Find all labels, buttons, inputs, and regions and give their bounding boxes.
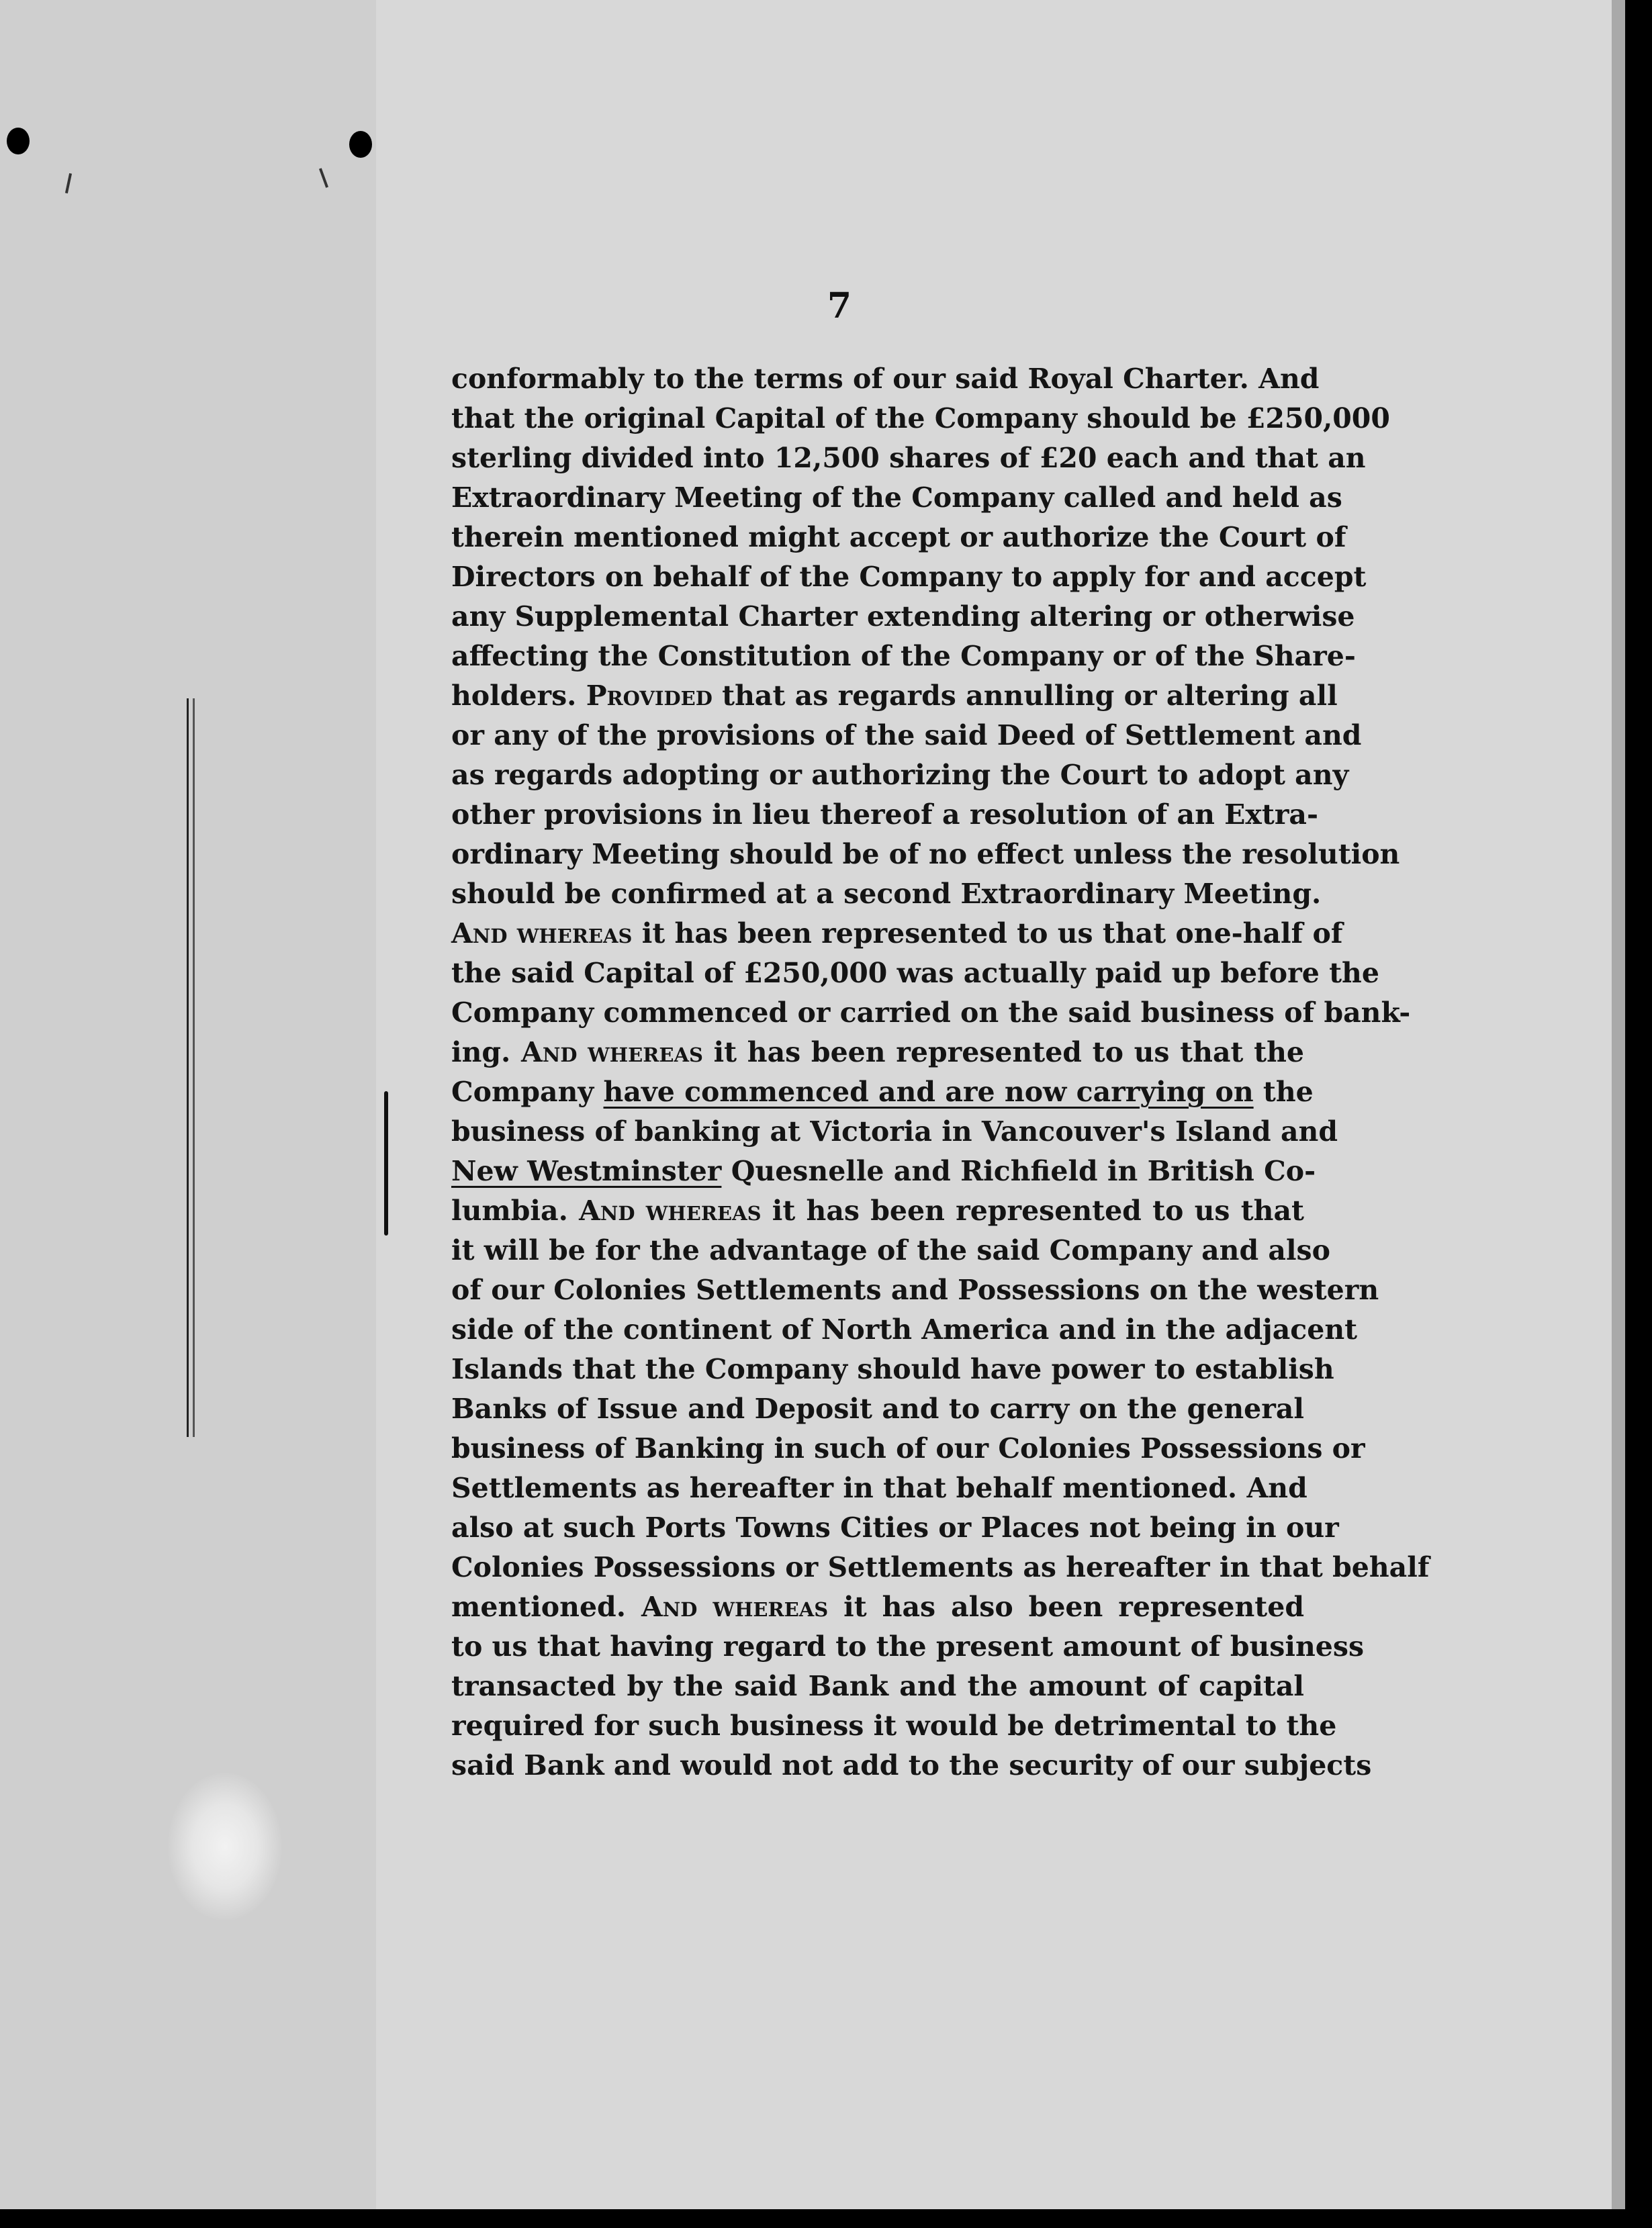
text-segment: affecting the Constitution of the Company or of the Share- xyxy=(451,640,1356,672)
text-segment: holders. xyxy=(451,680,586,712)
text-segment: lumbia. xyxy=(451,1195,580,1227)
text-line xyxy=(451,755,1349,795)
text-line xyxy=(451,1231,1330,1270)
small-caps-phrase: Provided xyxy=(586,680,713,712)
text-segment: Banks of Issue and Deposit and to carry on the general xyxy=(451,1393,1304,1425)
small-caps-phrase: And whereas xyxy=(521,1036,703,1068)
text-segment: should be confirmed at a second Extraordinary Meeting. xyxy=(451,878,1322,910)
page-number: 7 xyxy=(827,285,852,326)
text-segment: therein mentioned might accept or authorize the Court of xyxy=(451,521,1346,553)
text-segment: ordinary Meeting should be of no effect unless the resolution xyxy=(451,838,1400,870)
text-segment: Islands that the Company should have power to establish xyxy=(451,1353,1334,1385)
text-segment: Settlements as hereafter in that behalf mentioned. And xyxy=(451,1472,1307,1504)
text-line xyxy=(451,1072,1314,1112)
text-segment: Company xyxy=(451,1076,604,1108)
text-line xyxy=(451,954,1379,993)
text-segment: sterling divided into 12,500 shares of £20 each and that an xyxy=(451,442,1366,474)
text-segment: the xyxy=(1253,1076,1314,1108)
text-line xyxy=(451,1033,1304,1072)
text-segment: it has also been represented xyxy=(828,1591,1304,1623)
text-segment: it has been represented to us that one-half of xyxy=(632,917,1343,949)
text-segment: Colonies Possessions or Settlements as hereafter in that behalf xyxy=(451,1551,1430,1583)
text-segment: business of banking at Victoria in Vancouver's Island and xyxy=(451,1115,1338,1148)
text-line xyxy=(451,1706,1337,1746)
text-segment: that as regards annulling or altering all xyxy=(712,680,1338,712)
text-segment: any Supplemental Charter extending altering or otherwise xyxy=(451,600,1355,633)
text-segment: or any of the provisions of the said Deed of Settlement and xyxy=(451,719,1362,751)
text-line xyxy=(451,1112,1338,1152)
text-line xyxy=(451,1548,1430,1587)
text-segment: Company commenced or carried on the said business of bank- xyxy=(451,996,1411,1029)
text-line xyxy=(451,637,1356,676)
text-line xyxy=(451,993,1411,1033)
text-segment: as regards adopting or authorizing the Court to adopt any xyxy=(451,759,1349,791)
text-line xyxy=(451,795,1318,835)
text-line xyxy=(451,597,1355,637)
text-segment: Directors on behalf of the Company to apply for and accept xyxy=(451,561,1367,593)
small-caps-phrase: And whereas xyxy=(579,1195,762,1227)
text-line xyxy=(451,399,1390,438)
text-segment: ing. xyxy=(451,1036,522,1068)
text-segment: it will be for the advantage of the said Company and also xyxy=(451,1234,1330,1266)
text-line xyxy=(451,676,1338,716)
text-segment: side of the continent of North America and in the adjacent xyxy=(451,1313,1358,1346)
text-line xyxy=(451,1429,1365,1469)
text-line xyxy=(451,716,1362,755)
punch-hole xyxy=(7,128,30,154)
text-line xyxy=(451,557,1367,597)
text-segment: to us that having regard to the present amount of business xyxy=(451,1630,1365,1663)
text-segment: Quesnelle and Richfield in British Co- xyxy=(721,1155,1316,1187)
body-text xyxy=(451,359,1430,1785)
text-line xyxy=(451,1152,1316,1191)
text-line xyxy=(451,1627,1365,1667)
text-segment: transacted by the said Bank and the amount of capital xyxy=(451,1670,1304,1702)
text-line xyxy=(451,359,1320,399)
text-segment: of our Colonies Settlements and Possessions on the western xyxy=(451,1274,1379,1306)
text-segment: said Bank and would not add to the security of our subjects xyxy=(451,1749,1372,1781)
text-segment: it has been represented to us that xyxy=(761,1195,1304,1227)
text-line xyxy=(451,1587,1304,1627)
page-edge xyxy=(1612,0,1625,2209)
text-segment: business of Banking in such of our Colonies Possessions or xyxy=(451,1432,1365,1465)
text-segment: that the original Capital of the Company should be £250,000 xyxy=(451,402,1390,434)
text-line xyxy=(451,914,1343,954)
text-line xyxy=(451,1310,1358,1350)
text-line xyxy=(451,1270,1379,1310)
binding-fold xyxy=(187,698,195,1437)
punch-hole xyxy=(349,131,372,158)
text-line xyxy=(451,438,1366,478)
text-segment: mentioned. xyxy=(451,1591,641,1623)
text-line xyxy=(451,835,1400,874)
text-line xyxy=(451,1389,1304,1429)
margin-mark xyxy=(384,1091,388,1236)
text-segment: the said Capital of £250,000 was actually paid up before the xyxy=(451,957,1379,989)
text-line xyxy=(451,518,1346,557)
small-caps-phrase: And whereas xyxy=(451,917,633,949)
paper-stain xyxy=(168,1773,282,1920)
text-segment: Extraordinary Meeting of the Company called and held as xyxy=(451,481,1342,514)
text-line xyxy=(451,874,1322,914)
text-segment: other provisions in lieu thereof a resolution of an Extra- xyxy=(451,798,1318,831)
text-line xyxy=(451,1469,1307,1508)
text-segment: required for such business it would be detrimental to the xyxy=(451,1710,1337,1742)
text-line xyxy=(451,1191,1304,1231)
text-segment: it has been represented to us that the xyxy=(702,1036,1304,1068)
text-line xyxy=(451,1667,1304,1706)
underlined-phrase: New Westminster xyxy=(451,1155,722,1187)
text-line xyxy=(451,478,1342,518)
underlined-phrase: have commenced and are now carrying on xyxy=(603,1076,1254,1108)
text-line xyxy=(451,1508,1339,1548)
small-caps-phrase: And whereas xyxy=(641,1591,829,1623)
text-segment: conformably to the terms of our said Royal Charter. And xyxy=(451,363,1320,395)
text-line xyxy=(451,1350,1334,1389)
text-segment: also at such Ports Towns Cities or Places not being in our xyxy=(451,1512,1339,1544)
text-line xyxy=(451,1746,1372,1785)
